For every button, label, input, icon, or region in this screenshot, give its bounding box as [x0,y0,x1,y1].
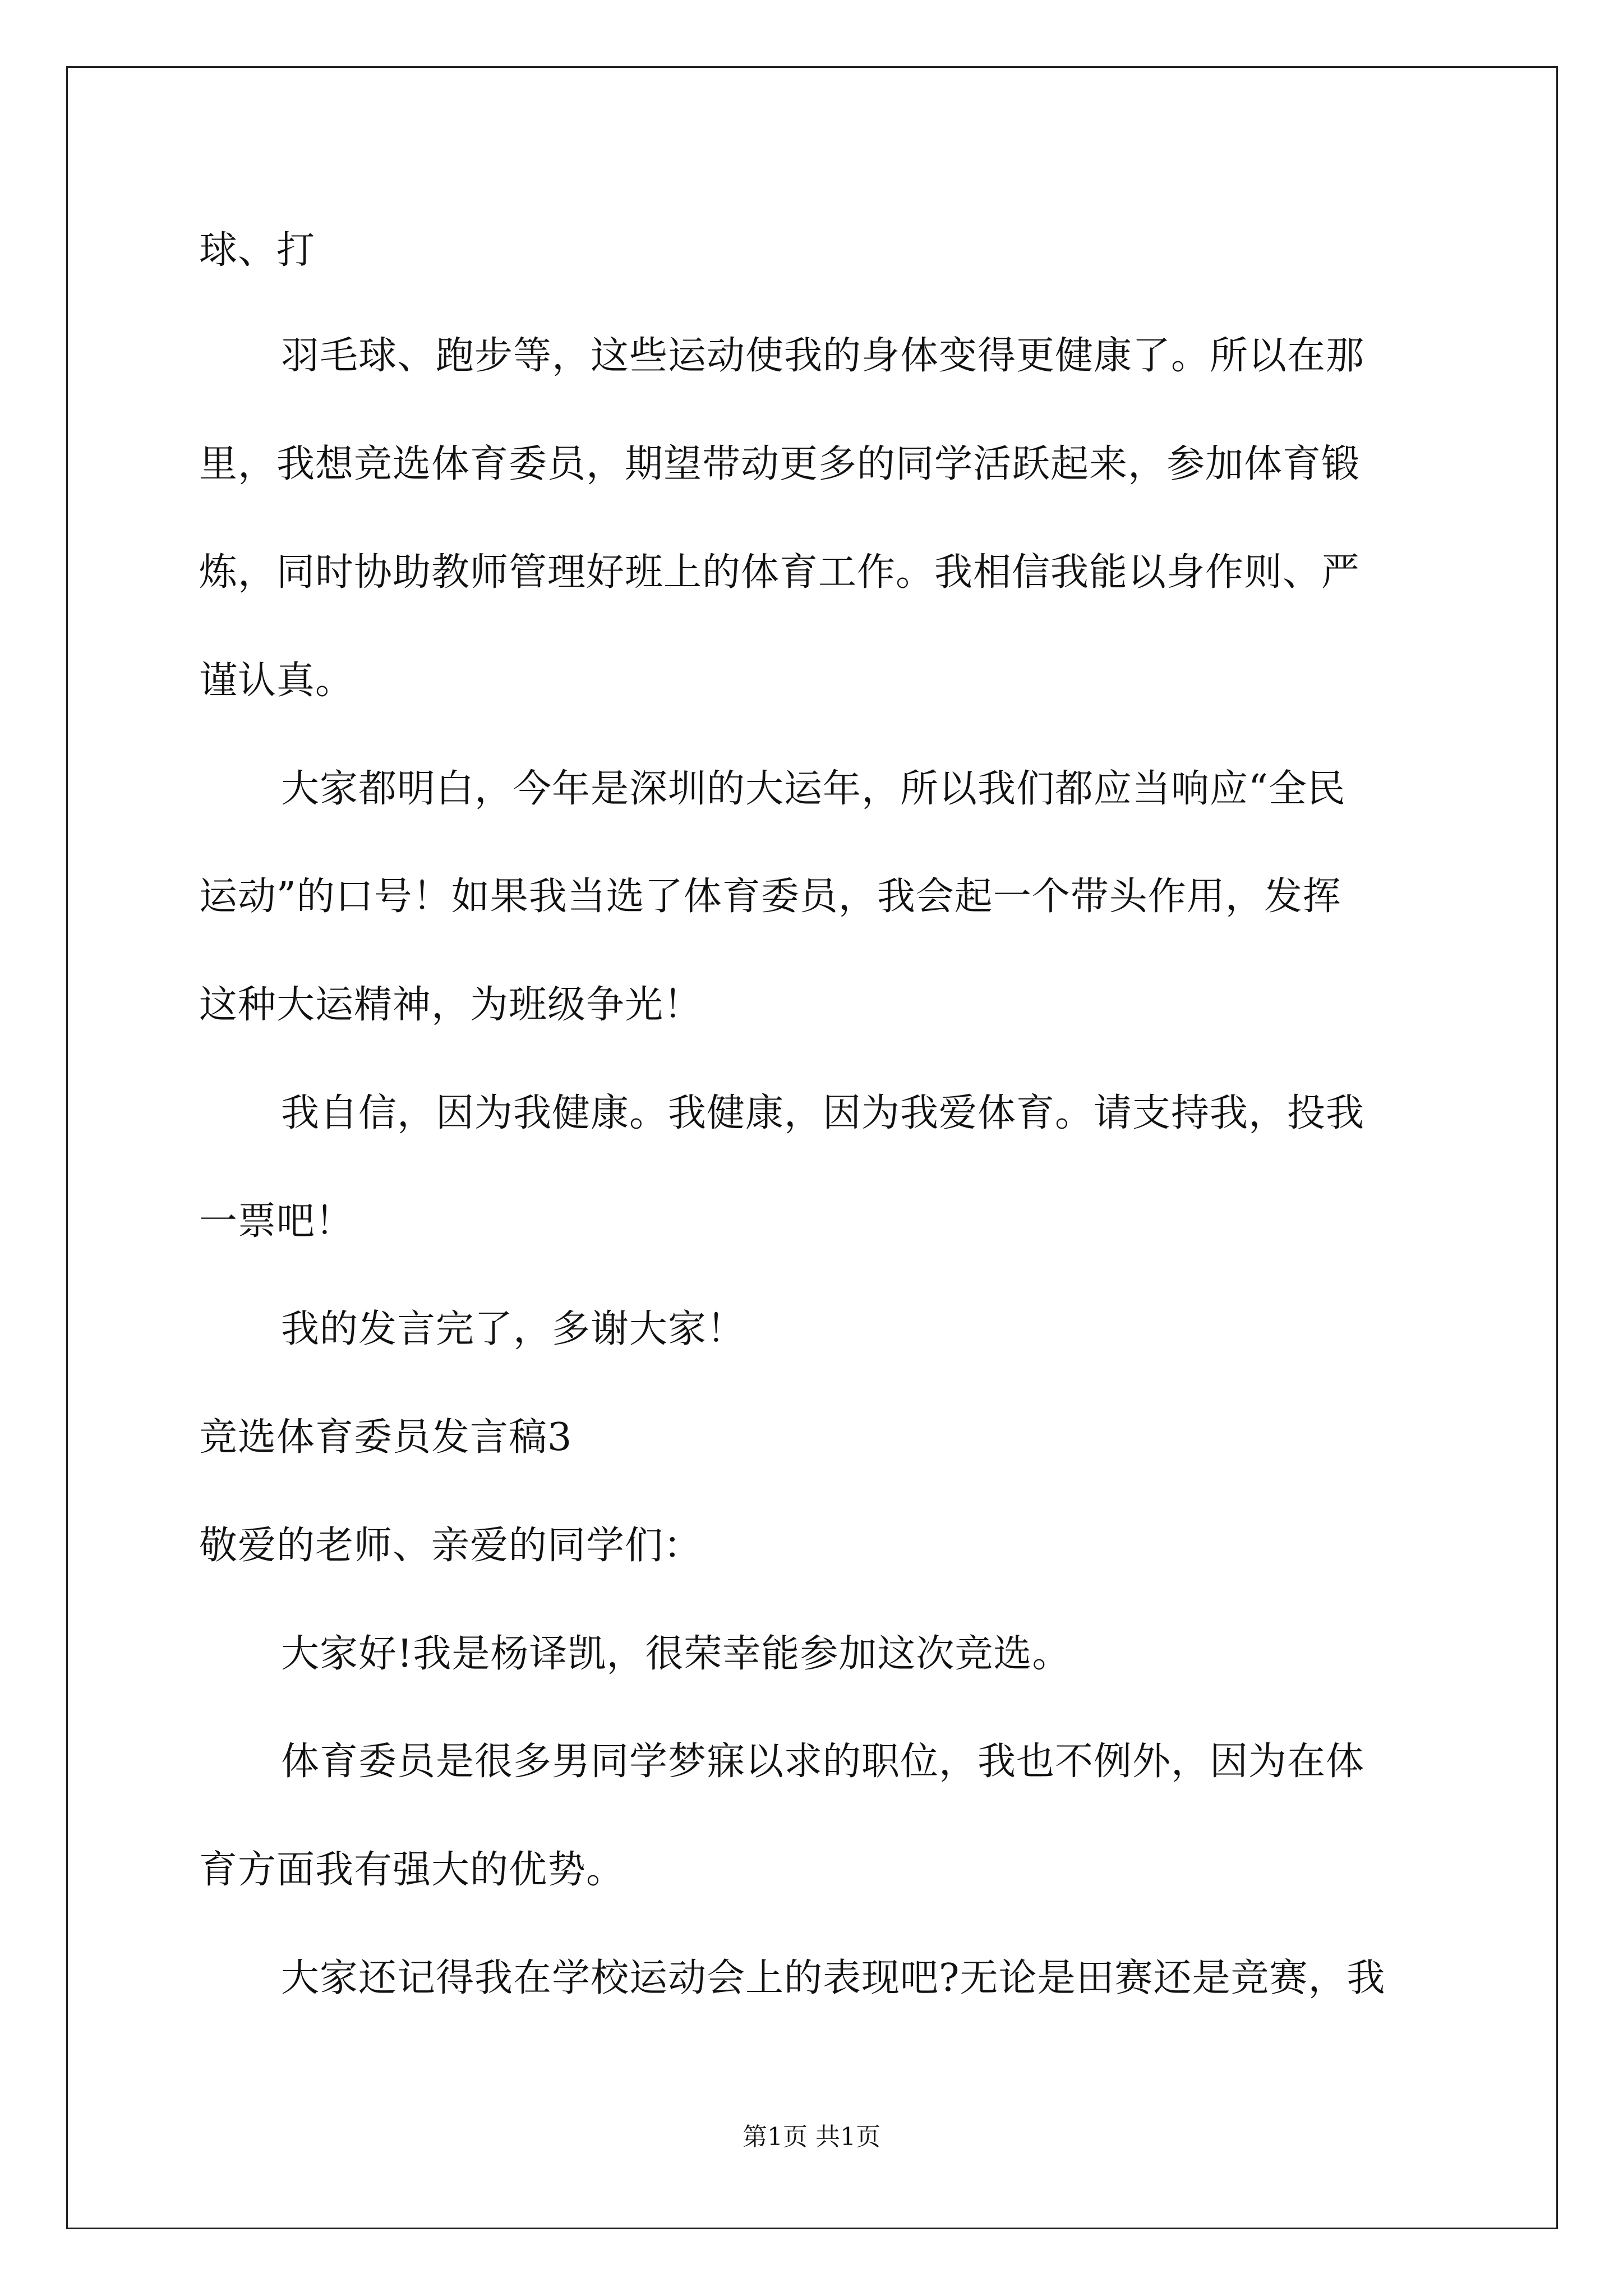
page-footer: 第1页 共1页 [743,2123,880,2151]
paragraph-first-line: 大家好!我是杨译凯，很荣幸能参加这次竞选。 [281,1632,1071,1676]
page-border [66,66,1558,2229]
body-line: 这种大运精神，为班级争光！ [199,983,703,1027]
body-line: 谨认真。 [199,659,354,703]
body-line: 球、打 [199,228,316,273]
body-line: 育方面我有强大的优势。 [199,1848,625,1892]
body-line: 里，我想竞选体育委员，期望带动更多的同学活跃起来，参加体育锻 [199,442,1361,486]
paragraph-first-line: 大家还记得我在学校运动会上的表现吧?无论是田赛还是竞赛，我 [281,1956,1386,2000]
paragraph-first-line: 我的发言完了，多谢大家！ [281,1307,746,1351]
section-heading: 竞选体育委员发言稿3 [199,1415,573,1460]
paragraph-first-line: 体育委员是很多男同学梦寐以求的职位，我也不例外，因为在体 [281,1740,1365,1784]
paragraph-first-line: 大家都明白，今年是深圳的大运年，所以我们都应当响应“全民 [281,767,1346,811]
body-line: 运动”的口号！如果我当选了体育委员，我会起一个带头作用，发挥 [199,875,1341,919]
salutation-line: 敬爱的老师、亲爱的同学们： [199,1524,703,1568]
body-line: 一票吧！ [199,1199,354,1244]
paragraph-first-line: 我自信，因为我健康。我健康，因为我爱体育。请支持我，投我 [281,1091,1365,1135]
paragraph-first-line: 羽毛球、跑步等，这些运动使我的身体变得更健康了。所以在那 [281,334,1365,378]
body-line: 炼，同时协助教师管理好班上的体育工作。我相信我能以身作则、严 [199,550,1361,595]
